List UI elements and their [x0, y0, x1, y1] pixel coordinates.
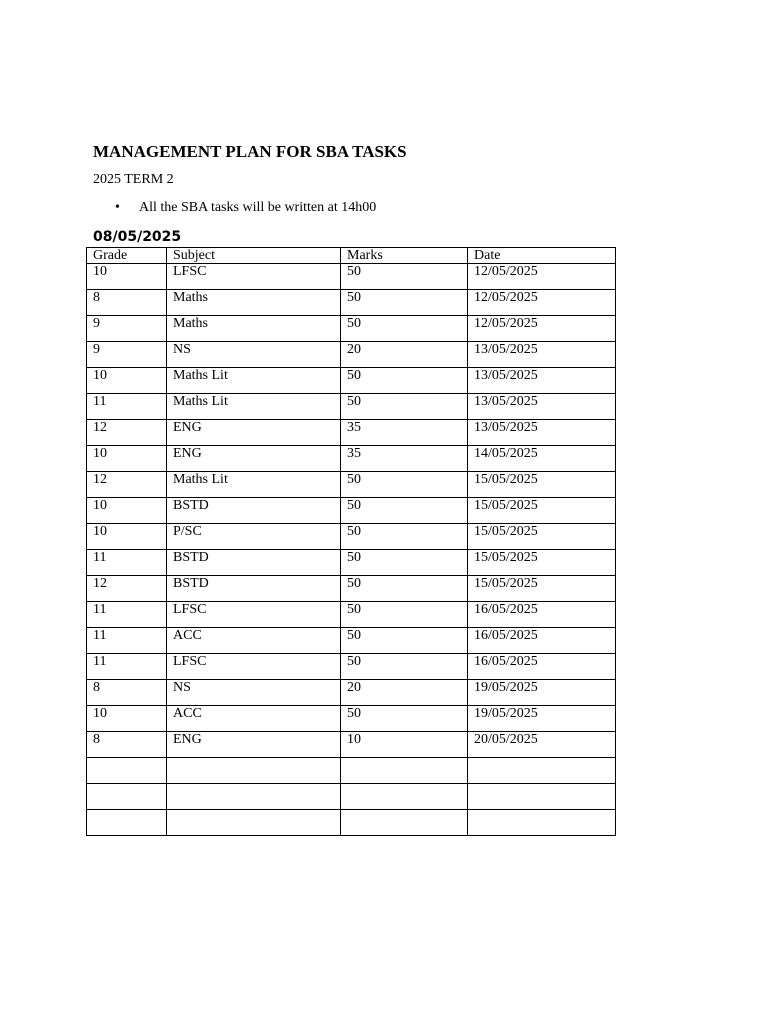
- table-row: [87, 394, 616, 420]
- cell-date: 15/05/2025: [468, 472, 616, 498]
- cell-grade: 10: [87, 498, 167, 524]
- term-label: 2025 TERM 2: [93, 172, 174, 187]
- document-title: MANAGEMENT PLAN FOR SBA TASKS: [93, 142, 407, 161]
- cell-date: 12/05/2025: [468, 316, 616, 342]
- cell-marks: 50: [341, 368, 468, 394]
- cell-marks: 50: [341, 524, 468, 550]
- header-subject: Subject: [167, 248, 341, 264]
- cell-subject: NS: [167, 342, 341, 368]
- cell-marks: [341, 810, 468, 836]
- cell-date: 15/05/2025: [468, 550, 616, 576]
- header-date: Date: [468, 248, 616, 264]
- cell-date: 12/05/2025: [468, 290, 616, 316]
- table-row: [87, 290, 616, 316]
- cell-subject: LFSC: [167, 654, 341, 680]
- table-row: [87, 680, 616, 706]
- cell-marks: 50: [341, 550, 468, 576]
- cell-subject: ENG: [167, 732, 341, 758]
- cell-marks: 50: [341, 498, 468, 524]
- cell-subject: BSTD: [167, 576, 341, 602]
- date-heading: 08/05/2025: [93, 229, 182, 245]
- cell-subject: [167, 810, 341, 836]
- cell-grade: 11: [87, 550, 167, 576]
- cell-subject: ENG: [167, 420, 341, 446]
- cell-subject: BSTD: [167, 498, 341, 524]
- bullet-note: [115, 199, 376, 217]
- cell-date: [468, 758, 616, 784]
- cell-subject: Maths Lit: [167, 394, 341, 420]
- cell-grade: 11: [87, 628, 167, 654]
- cell-date: 19/05/2025: [468, 706, 616, 732]
- cell-date: 16/05/2025: [468, 654, 616, 680]
- cell-grade: 8: [87, 290, 167, 316]
- cell-marks: 50: [341, 654, 468, 680]
- cell-subject: P/SC: [167, 524, 341, 550]
- cell-marks: 50: [341, 576, 468, 602]
- cell-marks: 50: [341, 264, 468, 290]
- cell-date: [468, 810, 616, 836]
- cell-marks: 50: [341, 316, 468, 342]
- table-row: [87, 602, 616, 628]
- cell-date: 16/05/2025: [468, 628, 616, 654]
- cell-grade: 9: [87, 342, 167, 368]
- cell-marks: [341, 784, 468, 810]
- cell-subject: [167, 784, 341, 810]
- cell-subject: Maths Lit: [167, 472, 341, 498]
- table-header-row: [87, 248, 616, 264]
- cell-marks: 50: [341, 472, 468, 498]
- cell-marks: 20: [341, 342, 468, 368]
- table-row: [87, 472, 616, 498]
- cell-date: 13/05/2025: [468, 342, 616, 368]
- header-marks: Marks: [341, 248, 468, 264]
- table-row: [87, 524, 616, 550]
- cell-grade: 9: [87, 316, 167, 342]
- cell-date: 13/05/2025: [468, 420, 616, 446]
- cell-grade: 12: [87, 576, 167, 602]
- table-row: [87, 654, 616, 680]
- cell-grade: 12: [87, 420, 167, 446]
- cell-subject: Maths: [167, 290, 341, 316]
- cell-grade: [87, 810, 167, 836]
- cell-subject: NS: [167, 680, 341, 706]
- cell-marks: 20: [341, 680, 468, 706]
- cell-subject: ACC: [167, 628, 341, 654]
- table-body: [87, 264, 616, 836]
- cell-grade: 10: [87, 368, 167, 394]
- cell-grade: 12: [87, 472, 167, 498]
- cell-subject: ACC: [167, 706, 341, 732]
- cell-date: 15/05/2025: [468, 576, 616, 602]
- table-row: [87, 550, 616, 576]
- table-row: [87, 316, 616, 342]
- cell-subject: Maths: [167, 316, 341, 342]
- cell-grade: 11: [87, 602, 167, 628]
- cell-date: 19/05/2025: [468, 680, 616, 706]
- cell-date: 14/05/2025: [468, 446, 616, 472]
- cell-marks: 50: [341, 602, 468, 628]
- cell-marks: 50: [341, 706, 468, 732]
- header-grade: Grade: [87, 248, 167, 264]
- cell-date: [468, 784, 616, 810]
- cell-subject: LFSC: [167, 602, 341, 628]
- cell-marks: 50: [341, 628, 468, 654]
- cell-subject: Maths Lit: [167, 368, 341, 394]
- cell-grade: [87, 758, 167, 784]
- cell-subject: ENG: [167, 446, 341, 472]
- cell-date: 13/05/2025: [468, 394, 616, 420]
- cell-grade: 10: [87, 524, 167, 550]
- bullet-icon: •: [115, 200, 120, 215]
- cell-marks: 10: [341, 732, 468, 758]
- cell-subject: LFSC: [167, 264, 341, 290]
- cell-date: 20/05/2025: [468, 732, 616, 758]
- bullet-text: All the SBA tasks will be written at 14h00: [139, 200, 377, 215]
- table-row: [87, 498, 616, 524]
- table-row: [87, 368, 616, 394]
- cell-grade: 8: [87, 680, 167, 706]
- cell-grade: 10: [87, 706, 167, 732]
- cell-date: 16/05/2025: [468, 602, 616, 628]
- cell-marks: 50: [341, 394, 468, 420]
- cell-subject: [167, 758, 341, 784]
- table-row: [87, 420, 616, 446]
- cell-grade: 8: [87, 732, 167, 758]
- cell-marks: 35: [341, 420, 468, 446]
- sba-schedule-table: [86, 247, 616, 836]
- cell-date: 15/05/2025: [468, 498, 616, 524]
- cell-marks: 50: [341, 290, 468, 316]
- cell-grade: 11: [87, 654, 167, 680]
- table-row: [87, 784, 616, 810]
- cell-grade: 11: [87, 394, 167, 420]
- cell-grade: 10: [87, 446, 167, 472]
- table-row: [87, 706, 616, 732]
- cell-marks: 35: [341, 446, 468, 472]
- table-row: [87, 446, 616, 472]
- table-row: [87, 576, 616, 602]
- table-row: [87, 342, 616, 368]
- table-row: [87, 810, 616, 836]
- table-row: [87, 628, 616, 654]
- table-row: [87, 264, 616, 290]
- cell-date: 12/05/2025: [468, 264, 616, 290]
- cell-date: 15/05/2025: [468, 524, 616, 550]
- cell-grade: 10: [87, 264, 167, 290]
- cell-grade: [87, 784, 167, 810]
- table-row: [87, 758, 616, 784]
- cell-date: 13/05/2025: [468, 368, 616, 394]
- cell-marks: [341, 758, 468, 784]
- cell-subject: BSTD: [167, 550, 341, 576]
- table-row: [87, 732, 616, 758]
